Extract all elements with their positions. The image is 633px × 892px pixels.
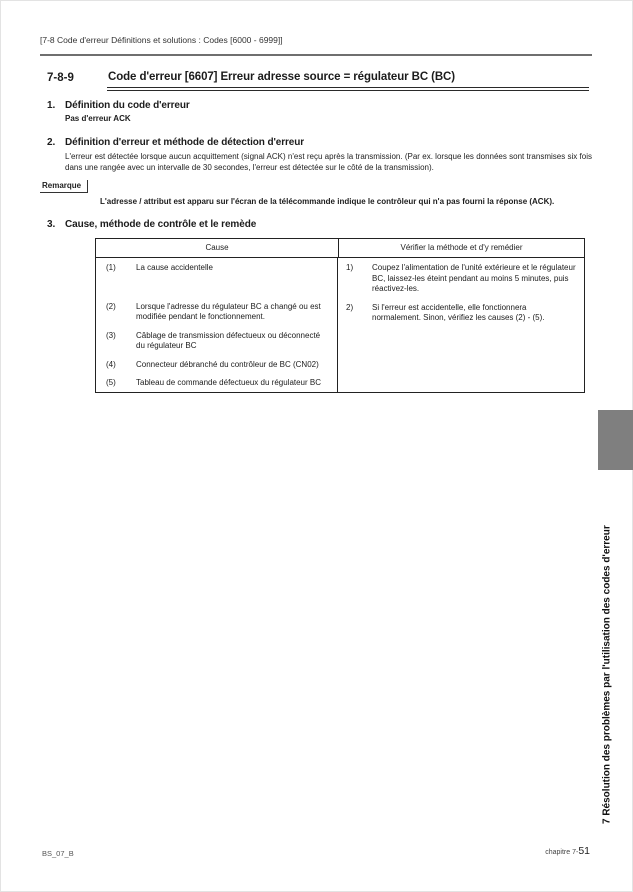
item1-body: Pas d'erreur ACK xyxy=(65,114,131,123)
footer-chapter-label: chapitre 7- xyxy=(545,849,579,856)
cause-item-text: Connecteur débranché du contrôleur de BC (CN02) xyxy=(136,359,319,369)
item3-number: 3. xyxy=(47,219,56,230)
remedy-item-number: 1) xyxy=(346,263,354,272)
cause-cell xyxy=(96,258,338,392)
table-header-remedy: Vérifier la méthode et d'y remédier xyxy=(400,242,523,252)
page-title: Code d'erreur [6607] Erreur adresse source = régulateur BC (BC) xyxy=(108,71,455,83)
item2-number: 2. xyxy=(47,137,56,148)
cause-item-number: (2) xyxy=(106,301,116,311)
cause-item-text: La cause accidentelle xyxy=(136,263,213,272)
remedy-item-number: 2) xyxy=(346,302,354,312)
cause-item-number: (3) xyxy=(106,330,116,340)
item2-paragraph: L'erreur est détectée lorsque aucun acquittement (signal ACK) n'est reçu après la transmission. (Par ex. lorsque les données sont transmises six fois dans une rangée avec un intervalle de 30 secondes, l'erreur est détectée sur le côté de la transmission). xyxy=(65,152,592,172)
cause-item-number: (5) xyxy=(106,378,116,387)
remedy-item-text: Coupez l'alimentation de l'unité extérieure et le régulateur BC, laissez-les éteint pendant au moins 5 minutes, puis réactivez-les. xyxy=(372,263,576,293)
table-header-row xyxy=(96,239,584,258)
remark-text: L'adresse / attribut est apparu sur l'écran de la télécommande indique le contrôleur qui n'a pas fourni la réponse (ACK). xyxy=(100,197,555,206)
item3-heading: Cause, méthode de contrôle et le remède xyxy=(65,219,257,230)
cause-item xyxy=(106,378,329,389)
table-body-row xyxy=(96,258,584,392)
footer-document-ref: BS_07_B xyxy=(42,849,74,858)
remedy-cell xyxy=(338,258,584,392)
cause-item-number: (4) xyxy=(106,359,116,369)
cause-item-number: (1) xyxy=(106,263,116,272)
item1-heading: Définition du code d'erreur xyxy=(65,100,190,111)
cause-item-text: Lorsque l'adresse du régulateur BC a changé ou est modifiée pendant le fonctionnement. xyxy=(136,301,321,321)
cause-item xyxy=(106,302,329,323)
section-number: 7-8-9 xyxy=(47,72,74,84)
cause-item xyxy=(106,263,329,274)
title-underline xyxy=(107,87,589,91)
item1-number: 1. xyxy=(47,100,56,111)
breadcrumb: [7-8 Code d'erreur Définitions et solutions : Codes [6000 - 6999]] xyxy=(40,35,283,45)
remedy-item-text: Si l'erreur est accidentelle, elle fonctionnera normalement. Sinon, vérifiez les causes (2) - (5). xyxy=(372,302,545,322)
cause-item-text: Câblage de transmission défectueux ou déconnecté du régulateur BC xyxy=(136,330,321,350)
chapter-side-caption: 7 Résolution des problèmes par l'utilisation des codes d'erreur xyxy=(601,525,613,824)
remedy-item xyxy=(346,303,576,324)
item2-heading: Définition d'erreur et méthode de détection d'erreur xyxy=(65,137,305,148)
chapter-thumb-tab xyxy=(598,410,633,470)
table-header-cause: Cause xyxy=(96,239,339,257)
remedy-item xyxy=(346,263,576,295)
cause-item xyxy=(106,331,329,352)
cause-item-text: Tableau de commande défectueux du régulateur BC xyxy=(136,378,322,387)
remark-tab: Remarque xyxy=(40,180,88,193)
footer-page-value: 51 xyxy=(578,845,590,857)
cause-remedy-table xyxy=(95,238,585,393)
footer-page-number xyxy=(545,845,590,857)
cause-item xyxy=(106,360,329,371)
header-divider xyxy=(40,54,592,56)
